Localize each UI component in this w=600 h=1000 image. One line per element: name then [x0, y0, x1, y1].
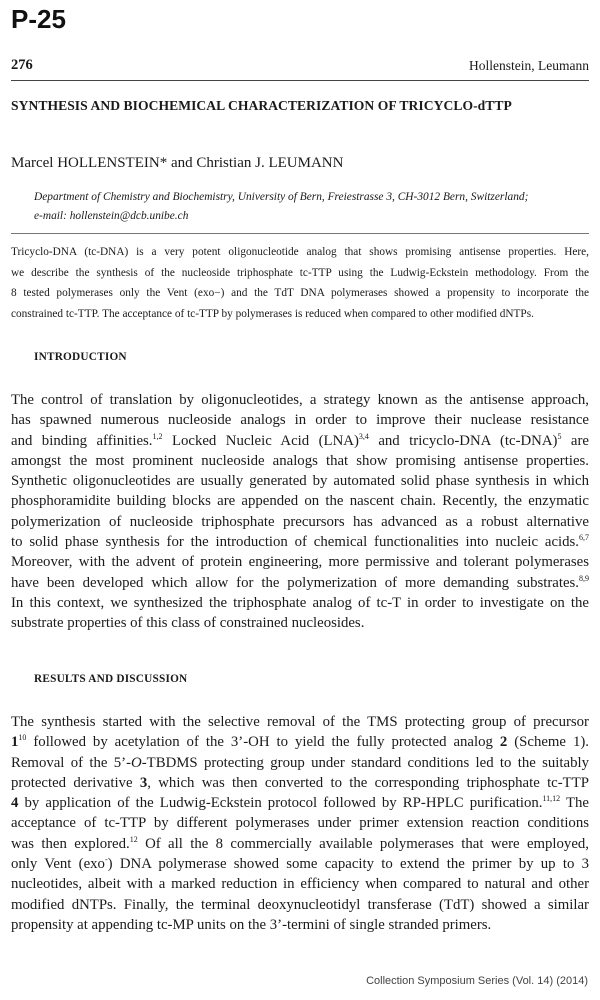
- citation-ref: 1,2: [152, 431, 163, 441]
- body-line: has spawned numerous nucleoside analogs in order to improve their nuclease resistance: [11, 412, 589, 429]
- document-code: P-25: [11, 4, 66, 34]
- text-run: are: [561, 432, 589, 449]
- body-line: [11, 532, 589, 552]
- body-line: [11, 732, 589, 752]
- text-run: was then explored.: [11, 835, 130, 852]
- citation-ref: 12: [129, 834, 138, 844]
- text-run: and tricyclo-DNA (tc-DNA): [368, 432, 558, 449]
- compound-number: 4: [11, 795, 19, 812]
- body-line: [11, 854, 589, 874]
- citation-ref: 3,4: [358, 431, 369, 441]
- text-run: (Scheme 1).: [507, 734, 589, 751]
- body-line: In this context, we synthesized the triphosphate analog of tc-T in order to investigate on the: [11, 594, 589, 611]
- citation-ref: 10: [18, 733, 27, 743]
- body-line: Moreover, with the advent of protein engineering, more permissive and tolerant polymerases: [11, 554, 589, 571]
- results-heading: RESULTS AND DISCUSSION: [34, 673, 188, 685]
- citation-ref: 11,12: [542, 794, 561, 804]
- text-run: The: [560, 795, 590, 812]
- body-line: [11, 773, 589, 793]
- affiliation-email: e-mail: hollenstein@dcb.unibe.ch: [34, 210, 189, 222]
- body-line: [11, 573, 589, 593]
- paper-title: SYNTHESIS AND BIOCHEMICAL CHARACTERIZATION OF TRICYCLO-dTTP: [11, 98, 512, 113]
- compound-number: 2: [499, 734, 508, 751]
- body-line: propensity at appending tc-MP units on the 3’-termini of single stranded primers.: [11, 916, 492, 933]
- running-head: Hollenstein, Leumann: [469, 58, 589, 73]
- body-line: modified dNTPs. Finally, the terminal deoxynucleotidyl transferase (TdT) showed a similar: [11, 896, 589, 913]
- citation-ref: 5: [557, 431, 562, 441]
- footer-citation: Collection Symposium Series (Vol. 14) (2014): [366, 975, 588, 987]
- body-line: [11, 753, 589, 773]
- body-line: The synthesis started with the selective removal of the TMS protecting group of precursor: [11, 714, 589, 730]
- text-run: to solid phase synthesis for the introduction of chemical functionalities into nucleic acids.: [11, 534, 579, 551]
- text-run: only Vent (exo: [11, 856, 105, 873]
- text-run: Removal of the 5’-: [11, 754, 132, 771]
- body-line: nucleotides, albeit with a marked reduction in efficiency when compared to natural and other: [11, 876, 589, 893]
- text-run: protected derivative: [11, 774, 140, 791]
- body-line: [11, 793, 589, 813]
- text-run: and binding affinities.: [11, 432, 153, 449]
- text-run: have been developed which allow for the polymerization of more demanding substrates.: [11, 574, 579, 591]
- body-line: polymerization of nucleoside triphosphate precursors has advanced as a robust alternative: [11, 513, 589, 530]
- superscript-minus: -: [104, 855, 108, 865]
- text-run: Of all the 8 commercially available polymerases that were employed,: [137, 835, 589, 852]
- abstract-line: Tricyclo-DNA (tc-DNA) is a very potent oligonucleotide analog that shows promising antisense properties. Here,: [11, 246, 589, 258]
- author-list: Marcel HOLLENSTEIN* and Christian J. LEUMANN: [11, 155, 344, 171]
- text-run: by application of the Ludwig-Eckstein protocol followed by RP-HPLC purification.: [18, 795, 543, 812]
- affiliation-address: Department of Chemistry and Biochemistry, University of Bern, Freiestrasse 3, CH-3012 Bern, Switzerland;: [34, 191, 529, 203]
- body-line: [11, 431, 589, 451]
- body-line: substrate properties of this class of constrained nucleosides.: [11, 615, 365, 632]
- text-run: -TBDMS protecting group under standard conditions led to the suitably: [141, 754, 589, 771]
- abstract-line: we describe the synthesis of the nucleoside triphosphate tc-TTP using the Ludwig-Eckstein methodology. From the: [11, 266, 589, 279]
- page-number: 276: [11, 57, 33, 73]
- italic-text: O: [131, 754, 142, 771]
- introduction-body: [11, 390, 589, 634]
- citation-ref: 6,7: [579, 533, 589, 543]
- text-run: ) DNA polymerase showed some capacity to extend the primer by up to 3: [107, 856, 589, 873]
- text-run: , which was then converted to the corresponding triphosphate tc-TTP: [147, 774, 589, 791]
- body-line: The control of translation by oligonucleotides, a strategy known as the antisense approach,: [11, 392, 589, 408]
- introduction-heading: INTRODUCTION: [34, 351, 127, 363]
- abstract-line: 8 tested polymerases only the Vent (exo−) and the TdT DNA polymerases showed a propensity to incorporate the: [11, 287, 589, 299]
- text-run: followed by acetylation of the 3’-OH to yield the fully protected analog: [26, 734, 500, 751]
- citation-ref: 8,9: [579, 573, 589, 583]
- compound-number: 3: [139, 774, 148, 791]
- abstract-line: constrained tc-TTP. The acceptance of tc-TTP by polymerases is reduced when compared to other modified dNTPs.: [11, 307, 534, 320]
- body-line: amongst the most prominent nucleoside analogs that show promising antisense properties.: [11, 452, 589, 469]
- header-rule: [11, 80, 589, 81]
- body-line: Synthetic oligonucleotides are usually generated by automated solid phase synthesis in which: [11, 473, 589, 490]
- results-body: [11, 712, 589, 935]
- text-run: Locked Nucleic Acid (LNA): [162, 432, 359, 449]
- body-line: phosphoramidite building blocks are appended on the nascent chain. Recently, the enzymatic: [11, 493, 589, 510]
- body-line: acceptance of tc-TTP by different polymerases under primer extension reaction conditions: [11, 815, 589, 832]
- abstract-rule: [11, 233, 589, 234]
- body-line: [11, 834, 589, 854]
- compound-number: 1: [11, 734, 19, 751]
- affiliation: [34, 188, 594, 226]
- abstract: [11, 242, 589, 324]
